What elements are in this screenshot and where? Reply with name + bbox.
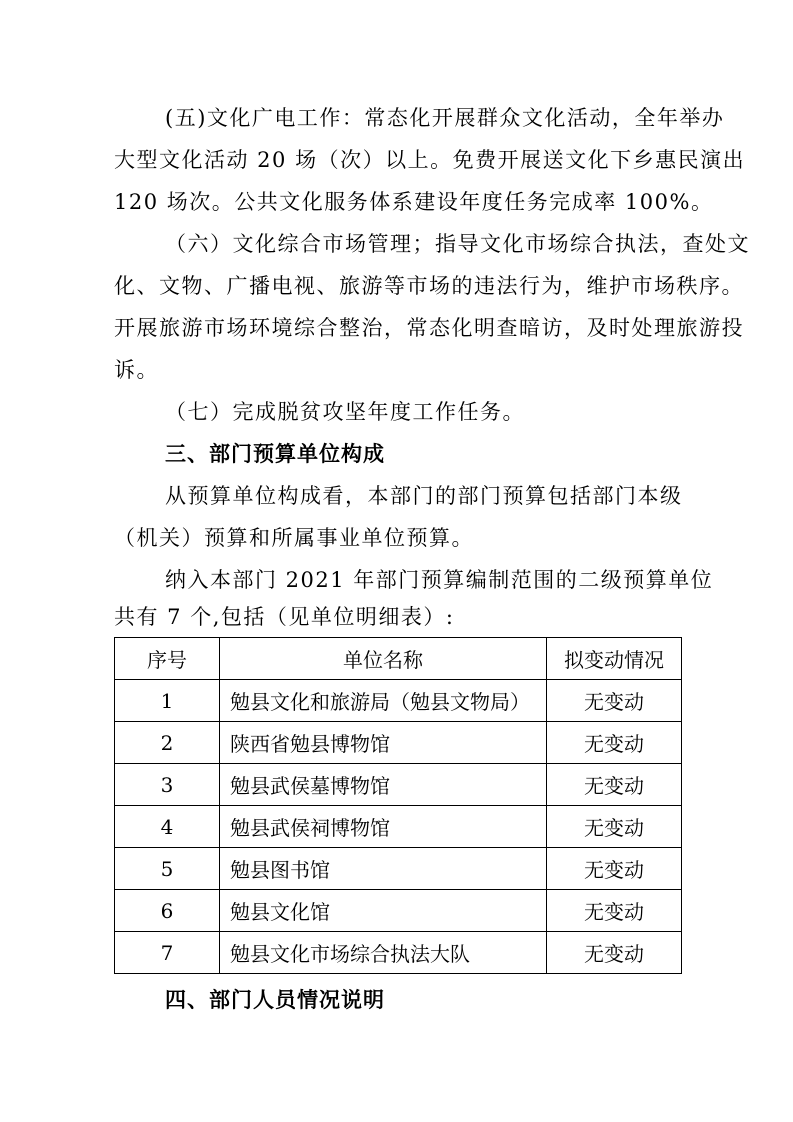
row-seq: 7: [115, 932, 220, 974]
header-unit-name: 单位名称: [220, 638, 547, 680]
row-change-status: 无变动: [547, 680, 682, 722]
row-unit-name: 勉县图书馆: [220, 848, 547, 890]
table-row: [115, 890, 682, 932]
section-3-intro-line-2: （机关）预算和所属事业单位预算。: [114, 526, 474, 550]
row-seq: 4: [115, 806, 220, 848]
paragraph-7-line-1: （七）完成脱贫攻坚年度工作任务。: [165, 400, 525, 424]
paragraph-6-line-1: （六）文化综合市场管理；指导文化市场综合执法，查处文: [165, 232, 750, 256]
table-row: [115, 680, 682, 722]
paragraph-5-line-1: (五)文化广电工作：常态化开展群众文化活动，全年举办: [165, 106, 725, 130]
section-4-heading: 四、部门人员情况说明: [165, 988, 385, 1012]
row-unit-name: 陕西省勉县博物馆: [220, 722, 547, 764]
section-3-intro-line-1: 从预算单位构成看，本部门的部门预算包括部门本级: [165, 484, 683, 508]
table-row: [115, 848, 682, 890]
row-change-status: 无变动: [547, 764, 682, 806]
row-unit-name: 勉县文化馆: [220, 890, 547, 932]
row-seq: 3: [115, 764, 220, 806]
row-change-status: 无变动: [547, 806, 682, 848]
row-unit-name: 勉县武侯祠博物馆: [220, 806, 547, 848]
row-unit-name: 勉县文化市场综合执法大队: [220, 932, 547, 974]
paragraph-5-line-2: 大型文化活动 20 场（次）以上。免费开展送文化下乡惠民演出: [114, 148, 746, 172]
row-change-status: 无变动: [547, 932, 682, 974]
paragraph-5-line-3: 120 场次。公共文化服务体系建设年度任务完成率 100%。: [114, 190, 714, 214]
table-row: [115, 806, 682, 848]
row-change-status: 无变动: [547, 890, 682, 932]
header-change-status: 拟变动情况: [547, 638, 682, 680]
table-row: [115, 932, 682, 974]
row-change-status: 无变动: [547, 722, 682, 764]
table-header-row: [115, 638, 682, 680]
row-seq: 2: [115, 722, 220, 764]
header-seq: 序号: [115, 638, 220, 680]
row-unit-name: 勉县文化和旅游局（勉县文物局）: [220, 680, 547, 722]
row-seq: 1: [115, 680, 220, 722]
row-seq: 6: [115, 890, 220, 932]
section-3-count-line-2: 共有 7 个,包括（见单位明细表）:: [114, 605, 455, 629]
budget-units-table: [114, 637, 682, 974]
paragraph-6-line-3: 开展旅游市场环境综合整治，常态化明查暗访，及时处理旅游投: [114, 316, 744, 340]
row-change-status: 无变动: [547, 848, 682, 890]
row-unit-name: 勉县武侯墓博物馆: [220, 764, 547, 806]
row-seq: 5: [115, 848, 220, 890]
paragraph-6-line-2: 化、文物、广播电视、旅游等市场的违法行为，维护市场秩序。: [114, 274, 744, 298]
section-3-count-line-1: 纳入本部门 2021 年部门预算编制范围的二级预算单位: [165, 568, 714, 592]
table-row: [115, 764, 682, 806]
section-3-heading: 三、部门预算单位构成: [165, 442, 385, 466]
table-row: [115, 722, 682, 764]
paragraph-6-line-4: 诉。: [114, 358, 159, 382]
